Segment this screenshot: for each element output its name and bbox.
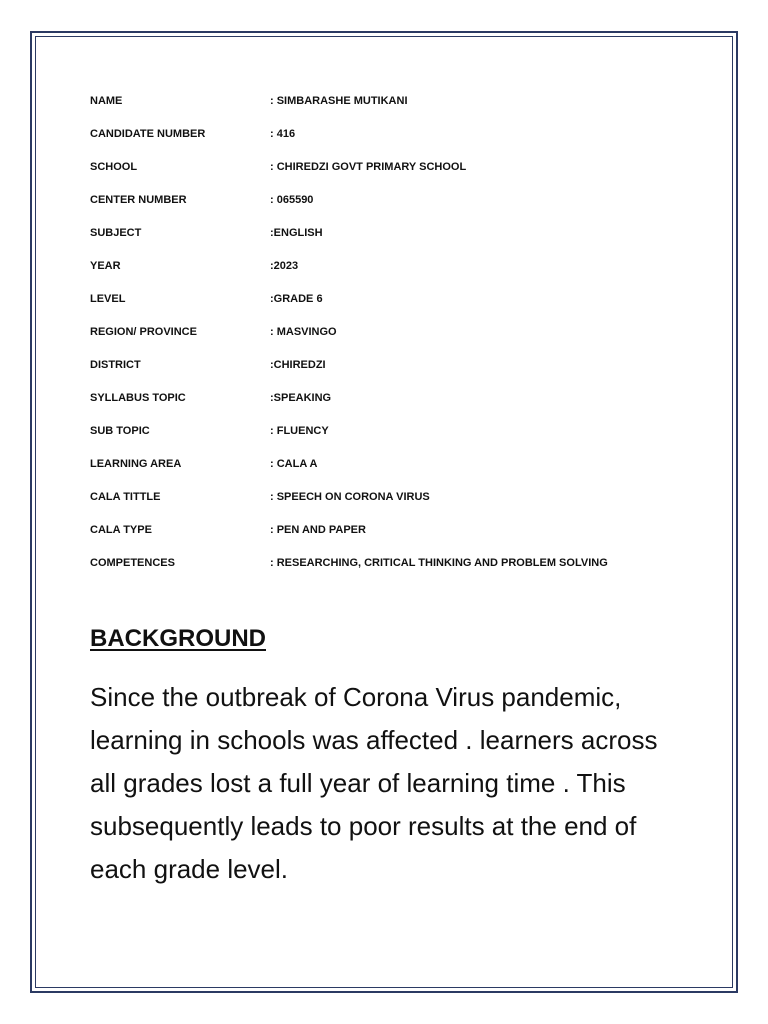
detail-row-syllabus-topic <box>90 389 690 422</box>
detail-label: LEARNING AREA <box>90 458 182 470</box>
detail-value: : CHIREDZI GOVT PRIMARY SCHOOL <box>270 161 467 173</box>
detail-value: :2023 <box>270 260 299 272</box>
detail-row-candidate-number <box>90 125 690 158</box>
detail-row-year <box>90 257 690 290</box>
detail-row-cala-title <box>90 488 690 521</box>
detail-row-school <box>90 158 690 191</box>
detail-value: : SIMBARASHE MUTIKANI <box>270 95 408 107</box>
detail-value: : 065590 <box>270 194 314 206</box>
detail-value: : RESEARCHING, CRITICAL THINKING AND PROBLEM SOLVING <box>270 557 608 569</box>
detail-value: : CALA A <box>270 458 318 470</box>
detail-row-name <box>90 92 690 125</box>
detail-value: : MASVINGO <box>270 326 337 338</box>
detail-label: CENTER NUMBER <box>90 194 187 206</box>
detail-row-learning-area <box>90 455 690 488</box>
detail-label: CALA TITTLE <box>90 491 161 503</box>
detail-label: YEAR <box>90 260 121 272</box>
detail-value: : PEN AND PAPER <box>270 524 366 536</box>
detail-label: REGION/ PROVINCE <box>90 326 197 338</box>
background-heading: BACKGROUND <box>90 625 266 652</box>
detail-label: CALA TYPE <box>90 524 152 536</box>
detail-label: SCHOOL <box>90 161 138 173</box>
detail-value: :ENGLISH <box>270 227 323 239</box>
detail-value: : FLUENCY <box>270 425 329 437</box>
detail-value: : 416 <box>270 128 296 140</box>
detail-label: COMPETENCES <box>90 557 175 569</box>
detail-value: : SPEECH ON CORONA VIRUS <box>270 491 430 503</box>
detail-row-competences <box>90 554 690 587</box>
detail-label: LEVEL <box>90 293 126 305</box>
detail-row-center-number <box>90 191 690 224</box>
detail-label: DISTRICT <box>90 359 141 371</box>
detail-label: SUBJECT <box>90 227 142 239</box>
detail-value: :GRADE 6 <box>270 293 323 305</box>
detail-row-cala-type <box>90 521 690 554</box>
detail-row-district <box>90 356 690 389</box>
detail-label: CANDIDATE NUMBER <box>90 128 206 140</box>
candidate-details <box>90 92 690 587</box>
background-paragraph: Since the outbreak of Corona Virus pandemic, learning in schools was affected . learners across all grades lost a full year of learning time . This subsequently leads to poor results at the end of each grade level. <box>90 682 658 884</box>
detail-label: SYLLABUS TOPIC <box>90 392 186 404</box>
detail-row-region <box>90 323 690 356</box>
detail-row-subject <box>90 224 690 257</box>
detail-row-sub-topic <box>90 422 690 455</box>
detail-label: SUB TOPIC <box>90 425 150 437</box>
detail-label: NAME <box>90 95 123 107</box>
detail-row-level <box>90 290 690 323</box>
detail-value: :SPEAKING <box>270 392 332 404</box>
detail-value: :CHIREDZI <box>270 359 326 371</box>
